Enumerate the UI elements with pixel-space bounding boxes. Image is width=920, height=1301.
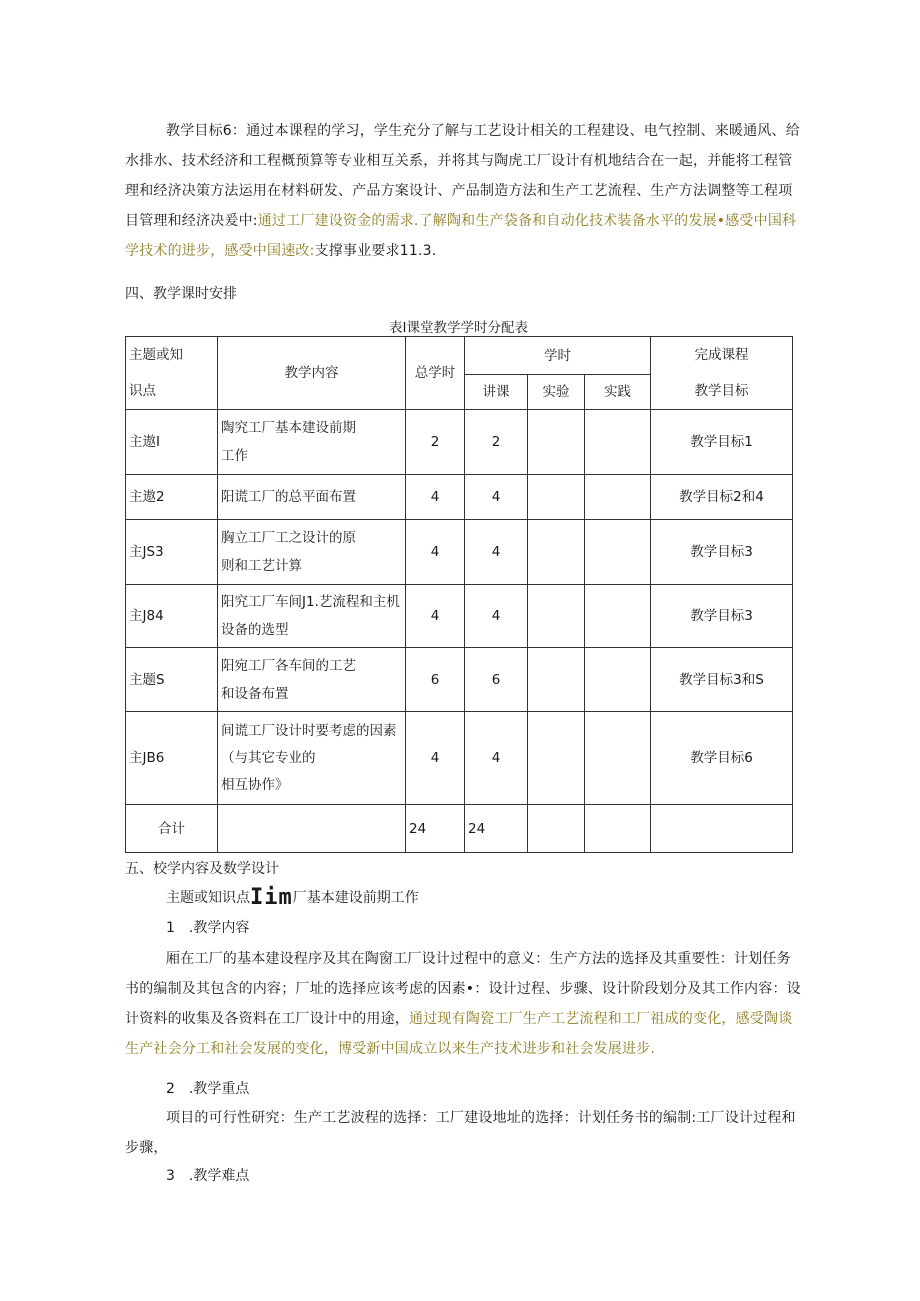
section5-title: 五、校学内容及数学设计 bbox=[125, 861, 279, 877]
header-practice: 实践 bbox=[585, 375, 651, 410]
goal6-text: 教学目标6：通过本课程的学习，学生充分了解与工艺设计相关的工程建设、电气控制、来暖通风、给水排水、技术经济和工程概预算等专业相互关系，并将其与陶虎工厂设计有机地结合在一起，并能将工程管理和经济决策方法运用在材料研发、产品方案设计、产品制造方法和生产工艺流程、生产方法调整等工程项目管理和经济决爰中: bbox=[125, 123, 800, 229]
header-total: 总学时 bbox=[406, 337, 465, 410]
header-content: 教学内容 bbox=[218, 337, 406, 410]
table-header-row bbox=[126, 337, 793, 375]
header-experiment: 实验 bbox=[528, 375, 585, 410]
table-row: 主遨I 陶究工厂基本建设前期 工作 2 2 教学目标1 bbox=[126, 410, 793, 475]
goal6-paragraph bbox=[125, 116, 803, 266]
table-row: 主J84 阳究工厂车间J1.艺流程和主机 设备的选型 4 4 教学目标3 bbox=[126, 585, 793, 648]
content-paragraph: 厢在工厂的基本建设程序及其在陶窗工厂设计过程中的意义：生产方法的选择及其重要性：计划任务书的编制及其包含的内容；厂址的选择应该考虑的因素•：设计过程、步骤、设计阶段划分及其工作内容：设计资料的收集及各资料在工厂设计中的用途，通过现有陶瓷工厂生产工艺流程和工厂祖成的变化，感受陶谈生产社会分工和社会发展的变化，博受新中国成立以来生产技术进步和社会发展进步. bbox=[125, 951, 801, 1057]
header-hours: 学时 bbox=[465, 337, 651, 375]
goal6-requirement: 支撑事业要求11.3. bbox=[314, 243, 437, 259]
topic-heading: 主题或知识点Iim厂基本建设前期工作 bbox=[166, 885, 419, 910]
header-topic: 主题或知 识点 bbox=[126, 337, 218, 410]
goal6-highlight: 通过工厂建设资金的需求.了解陶和生产袋备和自动化技术装备水平的发展•感受中国科学技术的进步，感受中国速改: bbox=[125, 213, 797, 259]
section4-title: 四、教学课时安排 bbox=[125, 286, 237, 302]
table-sum-row: 合计 24 24 bbox=[126, 805, 793, 853]
table-row: 主题S 阳宛工厂各车间的工艺 和设备布置 6 6 教学目标3和S bbox=[126, 648, 793, 712]
key-points-paragraph: 项目的可行性研究：生产工艺波程的选择：工厂建设地址的选择：计划任务书的编制:工厂设计过程和步骤， bbox=[125, 1110, 796, 1156]
item3-heading: 3 .教学难点 bbox=[166, 1168, 250, 1184]
item2-heading: 2 .教学重点 bbox=[166, 1081, 250, 1097]
header-goal: 完成课程 教学目标 bbox=[651, 337, 793, 410]
table-caption: 表I课堂教学学时分配表 bbox=[389, 320, 528, 336]
header-lecture: 讲课 bbox=[465, 375, 528, 410]
table-row: 主JS3 胸立工厂工之设计的原 则和工艺计算 4 4 教学目标3 bbox=[126, 520, 793, 585]
content-highlight: 通过现有陶瓷工厂生产工艺流程和工厂祖成的变化，感受陶谈生产社会分工和社会发展的变化，博受新中国成立以来生产技术进步和社会发展进步. bbox=[125, 1011, 793, 1057]
item1-heading: 1 .教学内容 bbox=[166, 920, 250, 936]
table-row: 主JB6 间谎工厂设计时要考虑的因素 （与其它专业的 相互协作》 4 4 教学目标6 bbox=[126, 712, 793, 805]
schedule-table bbox=[125, 336, 793, 853]
table-row: 主遨2 阳谎工厂的总平面布置 4 4 教学目标2和4 bbox=[126, 475, 793, 520]
